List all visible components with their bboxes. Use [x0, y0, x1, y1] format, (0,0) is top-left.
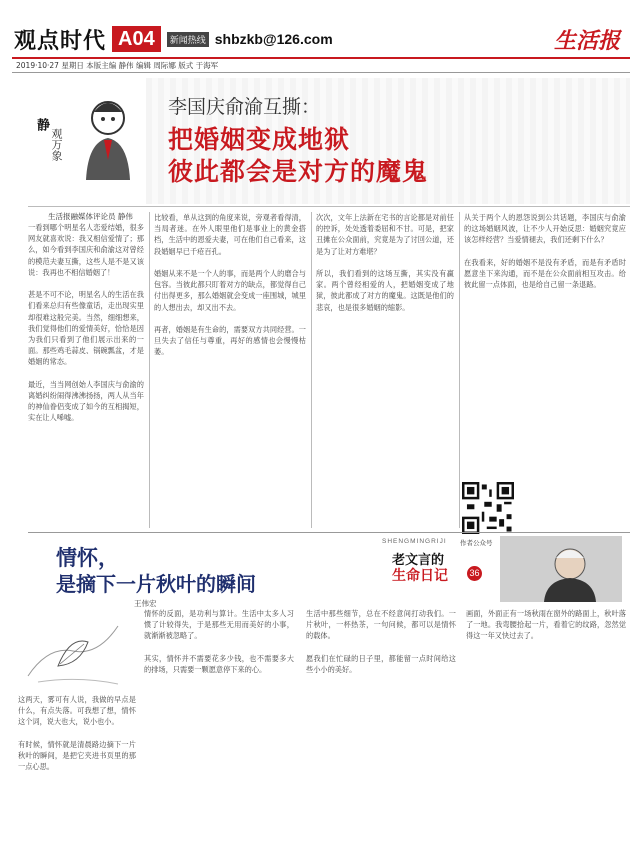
columnist-portrait — [70, 88, 140, 184]
story2-column-3: 生活中那些细节，总在不经意间打动我们。一片秋叶，一杯热茶，一句问候，都可以是情怀的载体。 愿我们在忙碌的日子里，都能留一点时间给这些小小的美好。 — [306, 609, 456, 675]
story2-headline-line2: 是摘下一片秋叶的瞬间 — [56, 572, 256, 596]
masthead — [14, 24, 333, 54]
column-subname: 观万象 — [50, 128, 63, 161]
headline-rule — [28, 206, 630, 207]
autumn-leaf-sketch — [18, 606, 130, 690]
story2-column-4: 画面，外面正有一场秋雨在窗外的路面上，秋叶落了一地。我弯腰拾起一片，看着它的纹路，忽然觉得这一年又快过去了。 — [466, 609, 626, 641]
story2-column-1: 这两天，雾可有人说，我做的早点是什么，有点失落。可我想了想，情怀这个词，说大也大，说小也小。 有时候，情怀就是清晨路边摘下一片秋叶的瞬间，是把它夹进书页里的那一点心思。 — [18, 695, 136, 772]
column2-pinyin: SHENGMINGRIJI — [382, 538, 447, 545]
section-title: 观点时代 — [14, 28, 107, 54]
story1-column-1: 一看到哪个明星名人恋爱结婚，很多网友就喜欢说：我又相信爱情了；那么，如今看到李国庆和俞渝这对曾经的模范夫妻互撕，这些人是不是又该说：我再也不相信婚姻了！ 甚是不可不论，明星名人的生活在我们看来总归有些像童话，走出现实里却很难这般完美。当然，细细想来，我们觉得他们的爱情美好，恰恰是因为我们只看到了他们展示出来的一面。那些鸡毛蒜皮、锅碗瓢盆，才是婚姻的常态。 最近，当当网创始人李国庆与俞渝的离婚纠纷闹得沸沸扬扬，两人从当年的神仙眷侣变成了如今的互相揭短，实在让人唏嘘。 — [28, 223, 144, 423]
column2-issue-badge: 36 — [467, 566, 482, 581]
story2-column-2: 情怀的反面，是功利与算计。生活中太多人习惯了计较得失，于是那些无用而美好的小事，就渐渐被忽略了。 其实，情怀并不需要花多少钱，也不需要多大的排场，只需要一颗愿意停下来的心。 — [144, 609, 294, 675]
story1-column-3: 次次，文年上法新在宅书的言论都是对前任的控诉，处处透着委屈和不甘。可是，把家丑摊在公众面前，究竟是为了讨回公道，还是为了让对方难堪？ 所以，我们看到的这场互撕，其实没有赢家。两个曾经相爱的人，把婚姻变成了地狱，彼此都成了对方的魔鬼。这既是他们的悲哀，也是很多婚姻的缩影。 — [316, 213, 454, 312]
page-number: A04 — [112, 26, 161, 52]
story1-column-2: 比较看，单从这到的角度来说，旁观者看得清，当局者迷。在外人眼里他们是事业上的黄金搭档，生活中的恩爱夫妻，可在他们自己看来，这段婚姻早已千疮百孔。 婚姻从来不是一个人的事，而是两个人的磨合与包容。当彼此都只盯着对方的缺点，都觉得自己付出得更多，那么婚姻就会变成一座围城，城里的人想出去，却又出不去。 再者，婚姻是有生命的，需要双方共同经营。一旦失去了信任与尊重，再好的感情也会慢慢枯萎。 — [154, 213, 306, 357]
story1-column-4: 从关于两个人的恩怨说到公共话题，李国庆与俞渝的这场婚姻风波，让不少人开始反思：婚姻究竟应该怎样经营？当爱情褪去，我们还剩下什么？ 在我看来，好的婚姻不是没有矛盾，而是有矛盾时愿意坐下来沟通，而不是在公众面前相互攻击。给彼此留一点体面，也是给自己留一条退路。 — [464, 213, 626, 290]
newspaper-logo: 生活报 — [553, 29, 620, 54]
qr-code[interactable] — [462, 482, 514, 534]
column2-title-line2: 生命日记 — [392, 568, 448, 584]
story1-byline: 生活报融媒体评论员 静伟 — [48, 212, 133, 221]
story1-headline-line2: 彼此都会是对方的魔鬼 — [168, 157, 429, 186]
dateline-divider — [12, 72, 630, 73]
story1-kicker: 李国庆俞渝互撕： — [168, 96, 321, 118]
column-name: 静 — [34, 118, 49, 131]
story1-headline-line1: 把婚姻变成地狱 — [168, 125, 351, 154]
story2-author: 王伟宏 — [134, 599, 157, 608]
qr-caption: 作者公众号 — [460, 539, 493, 547]
column-divider — [311, 212, 312, 528]
column2-title-line1: 老文言的 — [392, 553, 445, 568]
header-divider — [12, 57, 630, 59]
story2-headline-line1: 情怀， — [56, 546, 119, 570]
dateline: 2019·10·27 星期日 本版主编 静伟 编辑 周际娜 版式 于海军 — [16, 61, 219, 70]
author-photo — [500, 536, 622, 602]
hotline-tag: 新闻热线 — [167, 32, 209, 47]
contact-email[interactable]: shbzkb@126.com — [214, 31, 333, 47]
column-divider — [459, 212, 460, 528]
story-divider — [28, 532, 630, 533]
column-divider — [149, 212, 150, 528]
